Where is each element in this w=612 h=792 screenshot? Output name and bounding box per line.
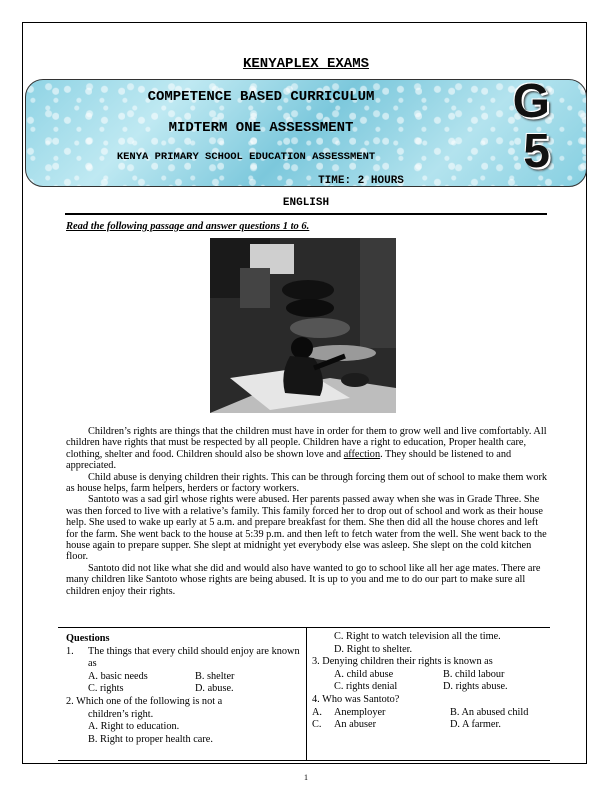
question-1-options-row-2 <box>66 683 302 696</box>
grade-number: 5 <box>523 125 550 178</box>
questions-bottom-rule <box>58 760 550 761</box>
question-2-option-c: C. Right to watch television all the time. <box>334 631 501 642</box>
question-1-option-c: C. rights <box>88 683 124 695</box>
question-1-option-b: B. shelter <box>195 670 235 682</box>
passage-paragraph-3: Santoto was a sad girl whose rights were abused. Her parents passed away when she was in Grade Three. She was then forced to live with a relative’s family. This family forced her to drop out of school and work as their house help. She used to wake up early at 5 a.m. and prepare breakfast for them. She then did all the house chores and left for the farm. She went back to the house at 5:39 p.m. and then left to fetch water from the well. She went back to the house again to prepare supper. She slept at midnight yet everybody else was asleep. She slept on the cold kitchen floor. <box>66 494 547 563</box>
subject-title: ENGLISH <box>282 197 330 209</box>
header-banner <box>25 79 587 187</box>
question-4-option-c-letter: C. <box>312 719 322 731</box>
curriculum-title: COMPETENCE BASED CURRICULUM <box>147 89 375 105</box>
question-3-option-d: D. rights abuse. <box>443 681 508 693</box>
passage-paragraph-4: Santoto did not like what she did and would also have wanted to go to school like all her age mates. There are many children like Santoto whose rights are being abused. It is up to you and me to do our part to make sure all children enjoy their rights. <box>66 562 541 597</box>
question-3-option-b: B. child labour <box>443 668 505 680</box>
question-2-option-b: B. Right to proper health care. <box>88 733 213 745</box>
question-1-number: 1. <box>66 645 74 657</box>
question-2-text: 2. Which one of the following is not a children’s right. <box>66 695 223 720</box>
questions-column-divider <box>306 627 307 761</box>
question-1-options-row-1 <box>66 671 302 684</box>
question-4-option-a: Anemployer <box>334 706 386 718</box>
passage-photo <box>210 238 396 413</box>
passage-instruction: Read the following passage and answer questions 1 to 6. <box>66 221 310 232</box>
question-4-option-d: D. A farmer. <box>450 719 501 731</box>
exam-time: TIME: 2 HOURS <box>318 175 404 187</box>
question-3-option-c: C. rights denial <box>334 681 398 693</box>
question-4-options-row-1 <box>312 707 552 720</box>
reading-passage <box>66 426 550 597</box>
question-3-option-a: A. child abuse <box>334 668 394 680</box>
passage-paragraph-2: Child abuse is denying children their rights. This can be through forcing them out of school to make them work as house helps, farm helpers, herders or factory workers. <box>66 471 548 495</box>
page-number: 1 <box>304 773 308 782</box>
question-1 <box>66 646 302 671</box>
questions-left-column <box>66 633 302 746</box>
question-4-option-c: An abuser <box>334 719 377 731</box>
child-working-photo <box>210 238 396 413</box>
question-4-option-b: B. An abused child <box>450 706 529 718</box>
question-3-options-row-2 <box>312 681 552 694</box>
underlined-word: affection <box>343 448 381 460</box>
questions-top-rule <box>58 627 550 628</box>
exam-body-title: KENYAPLEX EXAMS <box>242 56 370 72</box>
questions-right-column <box>312 631 552 732</box>
passage-paragraph-1: Children’s rights are things that the children must have in order for them to grow well and live comfortably. All children have rights that must be respected by all people. Children have a right to education, Proper health care, clothing, shelter and food. Children should also be shown love and affection. They should be listened to and appreciated. <box>66 426 547 472</box>
question-1-option-a: A. basic needs <box>88 670 148 682</box>
question-1-text: The things that every child should enjoy are known as <box>88 645 300 670</box>
question-2-option-d: D. Right to shelter. <box>334 643 413 655</box>
grade-letter: G <box>512 79 550 128</box>
question-4-text: 4. Who was Santoto? <box>312 693 400 705</box>
question-4-option-a-letter: A. <box>312 706 323 718</box>
questions-heading: Questions <box>66 633 110 644</box>
question-3-options-row-1 <box>312 669 552 682</box>
question-4-options-row-2 <box>312 719 552 732</box>
question-2-option-a: A. Right to education. <box>88 721 180 733</box>
kenya-assessment-title: KENYA PRIMARY SCHOOL EDUCATION ASSESSMENT <box>116 151 376 163</box>
assessment-title: MIDTERM ONE ASSESSMENT <box>168 120 354 136</box>
question-1-option-d: D. abuse. <box>195 683 234 695</box>
question-3-text: 3. Denying children their rights is known as <box>312 656 493 668</box>
subject-rule <box>65 213 547 215</box>
